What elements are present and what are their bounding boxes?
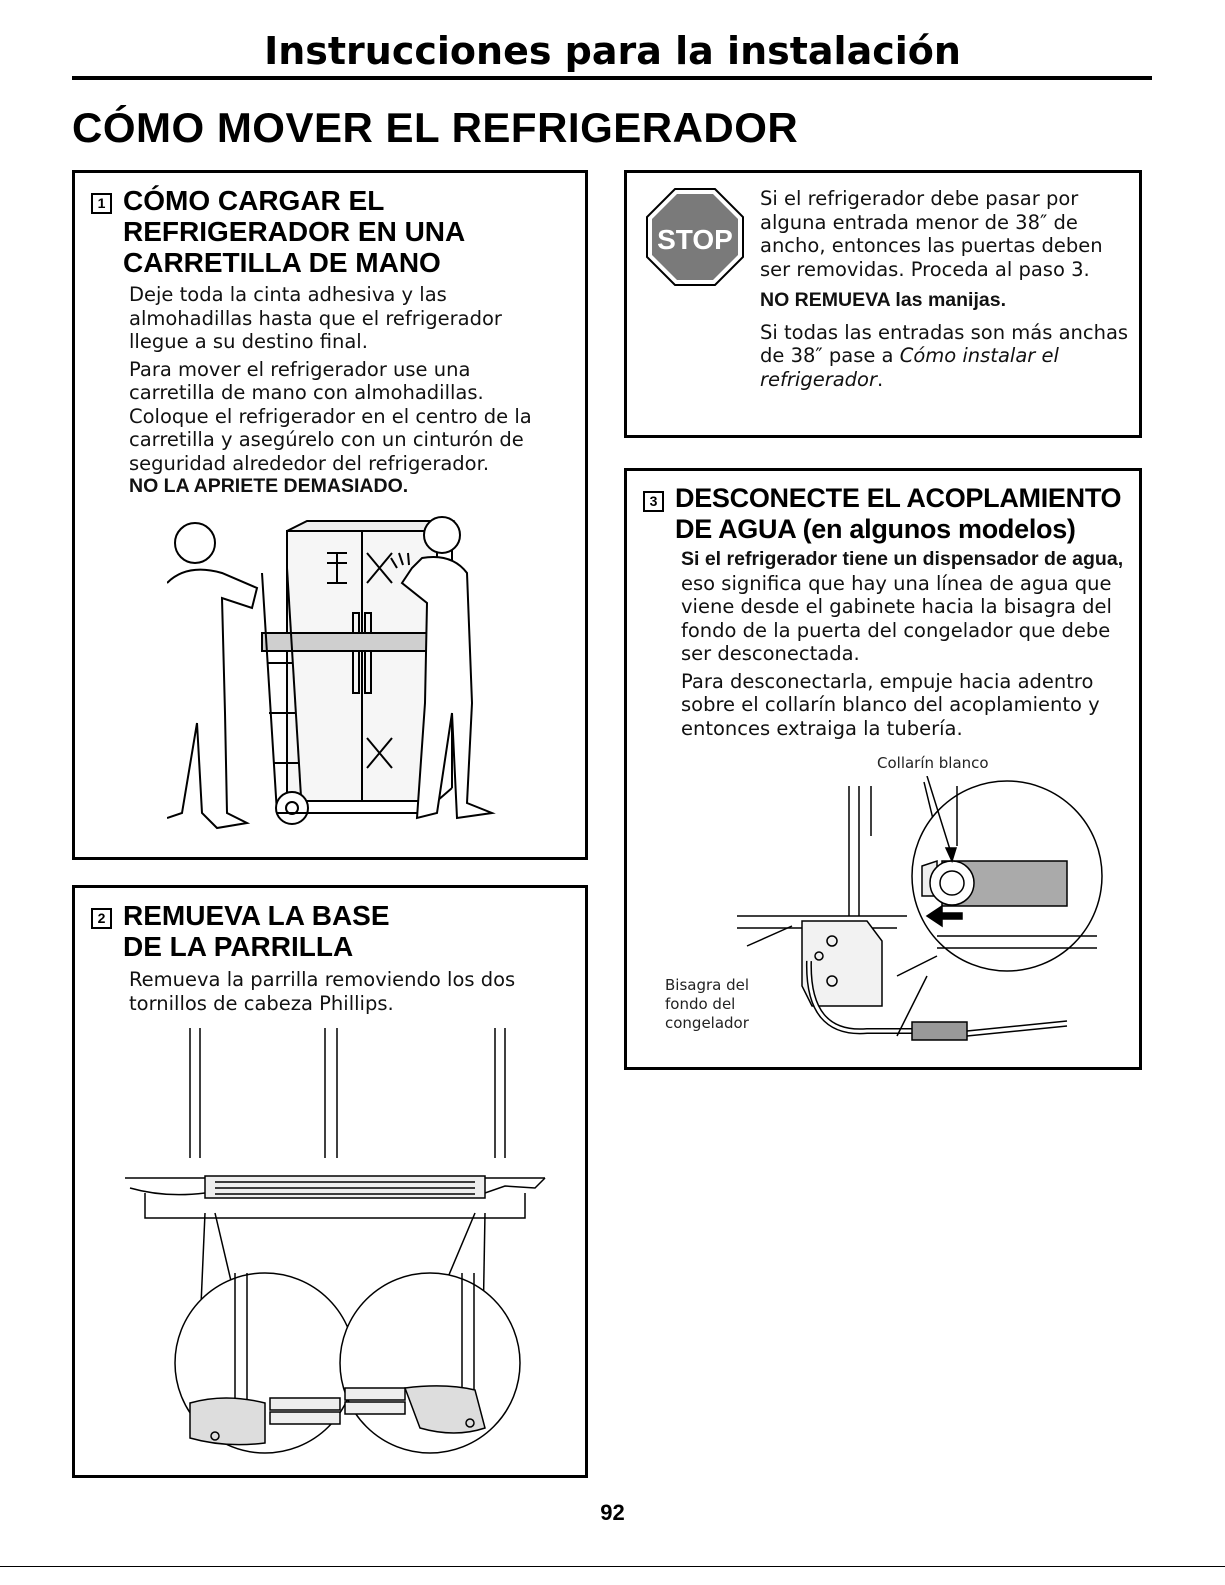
page-number: 92 xyxy=(600,1500,625,1525)
stop-note-para2-prefix: Si todas las entradas son más anchas de 38″ pase a xyxy=(760,320,1129,367)
stop-sign-text: STOP xyxy=(657,224,733,255)
step2-title xyxy=(123,900,390,962)
step3-para1-bold: Si el refrigerador tiene un dispensador de agua, xyxy=(681,548,1124,570)
hinge-label-line: congelador xyxy=(665,1014,749,1032)
step1-warning: NO LA APRIETE DEMASIADO. xyxy=(129,475,409,497)
step3-para1-rest: eso significa que hay una línea de agua que viene desde el gabinete hacia la bisagra del fondo de la puerta del congelador que debe ser desconectada. xyxy=(681,571,1112,665)
stop-note-box xyxy=(624,170,1142,438)
step1-title-line: CÓMO CARGAR EL xyxy=(123,185,385,216)
step3-para2: Para desconectarla, empuje hacia adentro sobre el collarín blanco del acoplamiento y entonces extraiga la tubería. xyxy=(681,669,1100,740)
hinge-label-line: fondo del xyxy=(665,995,736,1013)
hinge-label-line: Bisagra del xyxy=(665,976,750,994)
step1-para1: Deje toda la cinta adhesiva y las almohadillas hasta que el refrigerador llegue a su destino final. xyxy=(129,283,502,353)
step3-title xyxy=(675,483,1121,545)
step1-title-line: REFRIGERADOR EN UNA xyxy=(123,216,466,247)
step3-title-line: DE AGUA (en algunos modelos) xyxy=(675,514,1076,544)
stop-note-bold: NO REMUEVA las manijas. xyxy=(760,289,1006,311)
step1-box xyxy=(72,170,588,860)
step2-text xyxy=(129,968,529,1015)
stop-sign-icon xyxy=(645,187,745,287)
step3-box xyxy=(624,468,1142,1070)
step2-number: 2 xyxy=(91,908,112,929)
step1-para2: Para mover el refrigerador use una carretilla de mano con almohadillas. Coloque el refrigerador en el centro de la carretilla y asegúrelo con un cinturón de seguridad alrededor del refrigerador. xyxy=(129,357,532,475)
stop-note-para1: Si el refrigerador debe pasar por alguna entrada menor de 38″ de ancho, entonces las puertas deben ser removidas. Proceda al paso 3. xyxy=(760,187,1103,281)
header-title: Instrucciones para la instalación xyxy=(264,29,961,73)
section-title: CÓMO MOVER EL REFRIGERADOR xyxy=(72,104,799,151)
step2-box xyxy=(72,885,588,1478)
step3-number: 3 xyxy=(643,491,664,512)
step1-number: 1 xyxy=(91,193,112,214)
step1-title xyxy=(123,185,465,278)
stop-note-text xyxy=(760,187,1130,391)
stop-note-para2-suffix: . xyxy=(876,367,884,391)
stop-note-link: Cómo instalar el refrigerador xyxy=(760,344,1059,391)
step3-text xyxy=(681,547,1131,740)
step2-title-line: DE LA PARRILLA xyxy=(123,931,354,962)
step2-title-line: REMUEVA LA BASE xyxy=(123,900,390,931)
step1-title-line: CARRETILLA DE MANO xyxy=(123,247,441,278)
water-coupling-illustration xyxy=(737,776,1107,1066)
step1-text xyxy=(129,283,549,499)
grille-removal-illustration xyxy=(105,1028,565,1468)
step3-para1 xyxy=(681,547,1131,666)
stop-note-para2 xyxy=(760,321,1130,392)
header-rule xyxy=(72,76,1152,80)
collar-label: Collarín blanco xyxy=(877,754,989,772)
step3-title-line: DESCONECTE EL ACOPLAMIENTO xyxy=(675,483,1122,513)
step2-para1: Remueva la parrilla removiendo los dos tornillos de cabeza Phillips. xyxy=(129,968,516,1015)
hand-truck-illustration xyxy=(167,513,497,843)
bottom-rule xyxy=(0,1566,1225,1567)
